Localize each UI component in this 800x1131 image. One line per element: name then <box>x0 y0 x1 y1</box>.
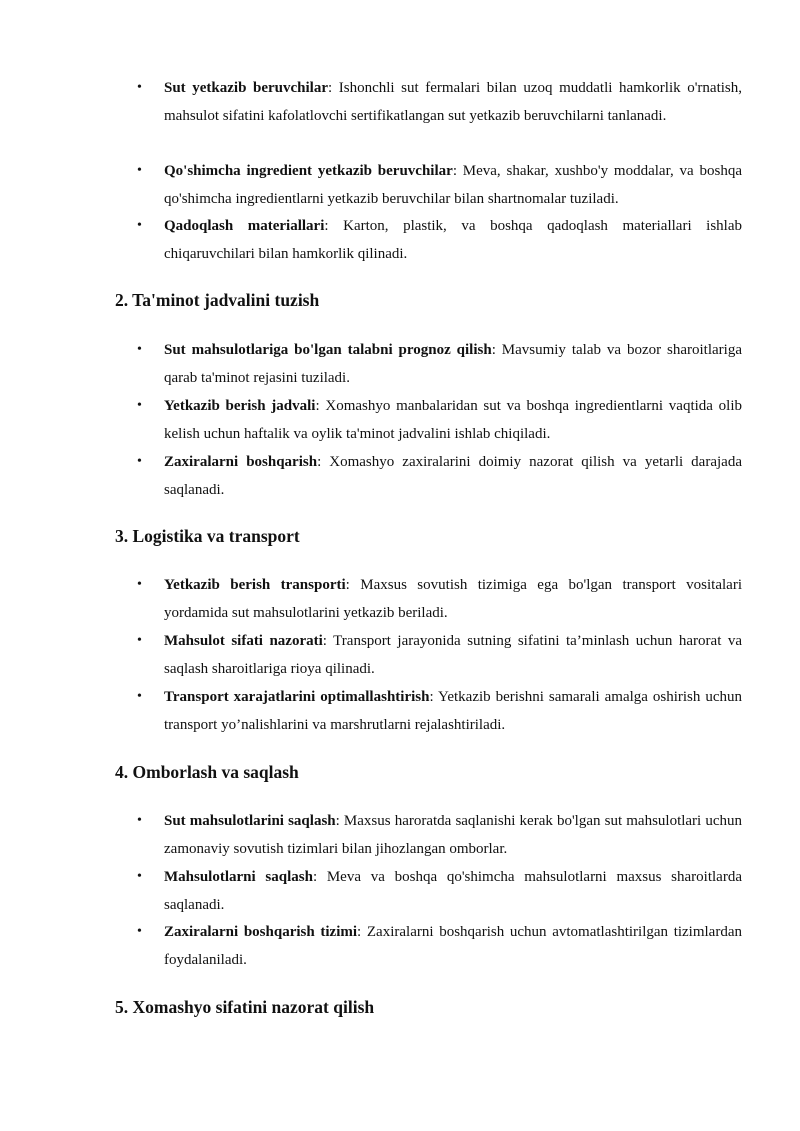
section-heading: 4. Omborlash va saqlash <box>115 762 299 782</box>
list-item <box>137 627 742 683</box>
item-text: : Yetkazib berishni samarali amalga oshirish uchun transport yo’nalishlarini va marshrutlarni rejalashtiriladi. <box>164 689 742 733</box>
list-item <box>137 212 742 268</box>
section-heading: 2. Ta'minot jadvalini tuzish <box>115 290 320 310</box>
list-item <box>137 336 742 392</box>
item-text: : Karton, plastik, va boshqa qadoqlash materiallari ishlab chiqaruvchilari bilan hamkorlik qilinadi. <box>164 218 742 262</box>
bullet-icon: • <box>137 813 142 828</box>
list-item <box>137 74 742 130</box>
list-item <box>137 448 742 504</box>
item-text: : Mavsumiy talab va bozor sharoitlariga qarab ta'minot rejasini tuziladi. <box>164 342 742 386</box>
list-item <box>137 392 742 448</box>
bullet-icon: • <box>137 163 142 178</box>
item-text: : Zaxiralarni boshqarish uchun avtomatlashtirilgan tizimlardan foydalaniladi. <box>164 924 742 968</box>
bullet-icon: • <box>137 633 142 648</box>
item-term: Sut mahsulotlarini saqlash <box>164 813 336 829</box>
item-text: : Transport jarayonida sutning sifatini ta’minlash uchun harorat va saqlash sharoitlariga rioya qilinadi. <box>164 633 742 677</box>
item-term: Yetkazib berish transporti <box>164 577 346 593</box>
item-term: Zaxiralarni boshqarish <box>164 454 318 470</box>
list-item <box>137 807 742 863</box>
list-item <box>137 863 742 919</box>
item-term: Sut yetkazib beruvchilar <box>164 80 328 96</box>
bullet-icon: • <box>137 869 142 884</box>
bullet-icon: • <box>137 218 142 233</box>
list-item <box>137 683 742 739</box>
item-term: Sut mahsulotlariga bo'lgan talabni prognoz qilish <box>164 342 492 358</box>
bullet-icon: • <box>137 342 142 357</box>
item-text: : Xomashyo zaxiralarini doimiy nazorat qilish va yetarli darajada saqlanadi. <box>164 454 742 498</box>
bullet-icon: • <box>137 689 142 704</box>
bullet-icon: • <box>137 577 142 592</box>
list-item <box>137 918 742 974</box>
item-text: : Maxsus haroratda saqlanishi kerak bo'lgan sut mahsulotlari uchun zamonaviy sovutish tizimlari bilan jihozlangan omborlar. <box>164 813 742 857</box>
item-text: : Xomashyo manbalaridan sut va boshqa ingredientlarni vaqtida olib kelish uchun haftalik va oylik ta'minot jadvalini ishlab chiqiladi. <box>164 398 742 442</box>
item-text: : Maxsus sovutish tizimiga ega bo'lgan transport vositalari yordamida sut mahsulotlarini yetkazib beriladi. <box>164 577 742 621</box>
bullet-icon: • <box>137 924 142 939</box>
item-term: Qo'shimcha ingredient yetkazib beruvchilar <box>164 163 453 179</box>
item-term: Mahsulotlarni saqlash <box>164 869 313 885</box>
item-term: Yetkazib berish jadvali <box>164 398 316 414</box>
list-item <box>137 571 742 627</box>
bullet-icon: • <box>137 454 142 469</box>
item-text: : Meva va boshqa qo'shimcha mahsulotlarni maxsus sharoitlarda saqlanadi. <box>164 869 742 913</box>
item-term: Mahsulot sifati nazorati <box>164 633 323 649</box>
section-heading: 3. Logistika va transport <box>115 526 300 546</box>
item-text: : Meva, shakar, xushbo'y moddalar, va boshqa qo'shimcha ingredientlarni yetkazib beruvchilar bilan shartnomalar tuziladi. <box>164 163 742 207</box>
item-term: Zaxiralarni boshqarish tizimi <box>164 924 358 940</box>
bullet-icon: • <box>137 80 142 95</box>
section-heading: 5. Xomashyo sifatini nazorat qilish <box>115 997 375 1017</box>
item-term: Transport xarajatlarini optimallashtirish <box>164 689 430 705</box>
list-item <box>137 157 742 213</box>
item-text: : Ishonchli sut fermalari bilan uzoq muddatli hamkorlik o'rnatish, mahsulot sifatini kafolatlovchi sertifikatlangan sut yetkazib beruvchilarni tanlanadi. <box>164 80 742 124</box>
item-term: Qadoqlash materiallari <box>164 218 325 234</box>
bullet-icon: • <box>137 398 142 413</box>
